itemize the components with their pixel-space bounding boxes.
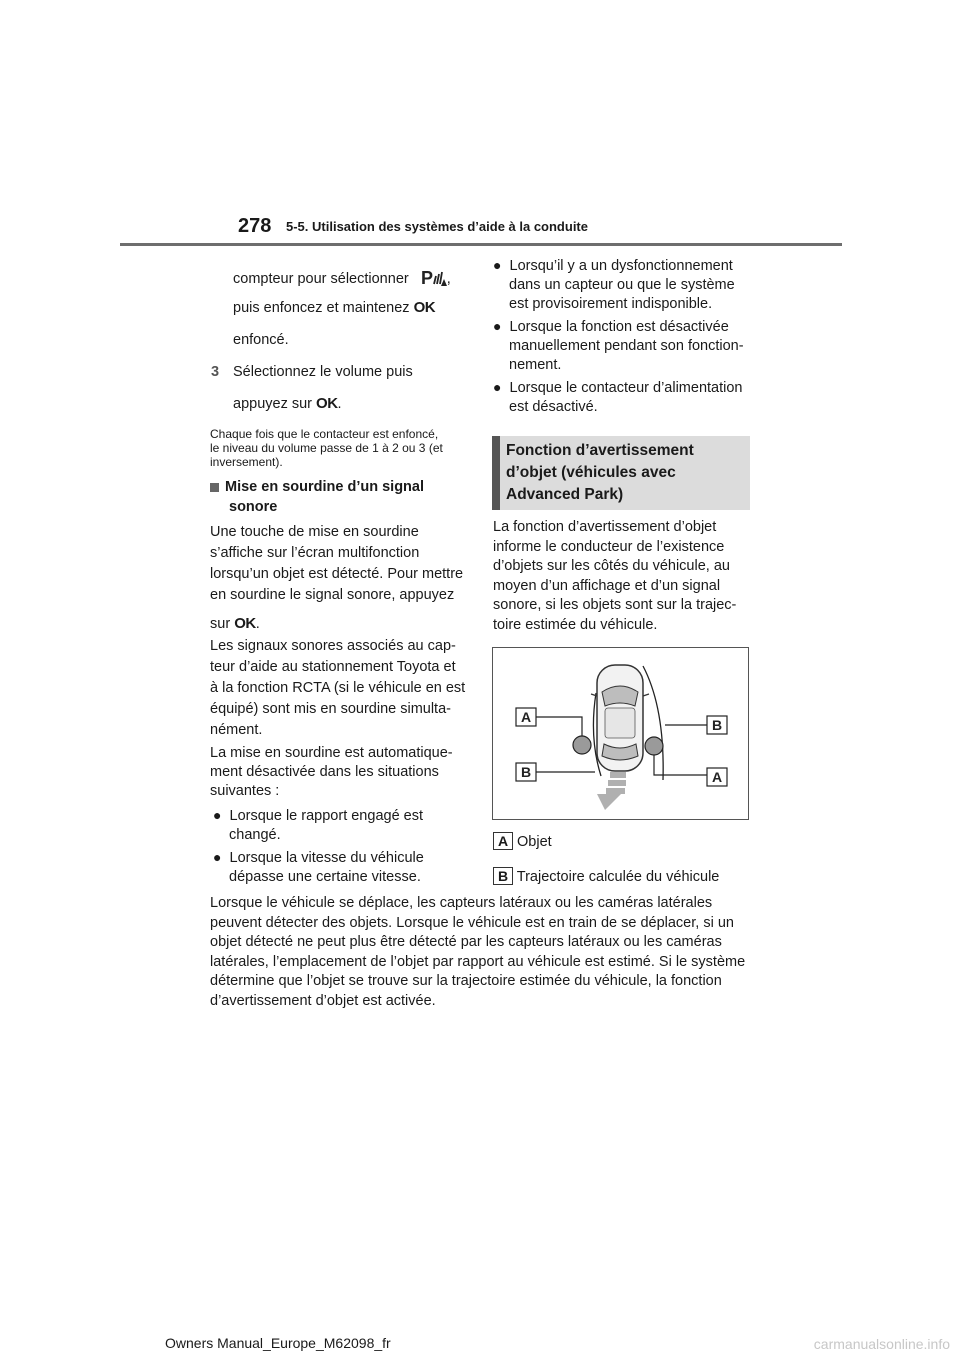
svg-text:P: P <box>420 268 433 288</box>
mute-heading-line2: sonore <box>229 499 278 515</box>
paragraph-line: en sourdine le signal sonore, appuyez <box>210 587 455 603</box>
paragraph-line: objet détecté ne peut plus être détecté par les capteurs latéraux ou les caméras <box>210 934 722 950</box>
label-b-text: B <box>520 764 532 780</box>
mute-heading <box>210 477 424 517</box>
volume-note <box>210 427 443 469</box>
paragraph-line: Une touche de mise en sourdine <box>210 524 419 540</box>
ok-button-glyph: OK <box>413 299 436 316</box>
legend-key-a: A <box>493 832 513 850</box>
paragraph-line: ment désactivée dans les situations <box>210 764 439 780</box>
step2-line2-text: puis enfoncez et maintenez <box>233 300 410 316</box>
step3-dot: . <box>337 396 342 412</box>
section-heading-line: Fonction d’avertissement <box>506 442 694 459</box>
object-circle-left <box>573 736 591 754</box>
section-heading-line: Advanced Park) <box>506 486 624 503</box>
step2-line2 <box>233 298 435 318</box>
label-b-text: B <box>711 717 723 733</box>
object-warning-intro <box>493 518 736 635</box>
footer-doc-id: Owners Manual_Europe_M62098_fr <box>165 1335 391 1351</box>
step3-number: 3 <box>211 364 220 380</box>
bullet-text: manuellement pendant son fonction- <box>509 338 744 354</box>
mute-dot: . <box>255 616 260 632</box>
paragraph-line: teur d’aide au stationnement Toyota et <box>210 659 456 675</box>
step3-line2-text: appuyez sur <box>233 396 312 412</box>
legend-item-a <box>493 832 552 852</box>
step2-line1 <box>233 266 451 294</box>
label-a-text: A <box>711 769 723 785</box>
paragraph-line: s’affiche sur l’écran multifonction <box>210 545 420 561</box>
paragraph-line: d’objets sur les côtés du véhicule, au <box>493 558 730 574</box>
trajectory-line-right <box>643 666 663 780</box>
page-number: 278 <box>238 215 272 237</box>
paragraph-line: nément. <box>210 722 263 738</box>
bullet-text: Lorsque le rapport engagé est <box>229 808 424 824</box>
mute-paragraph-3 <box>210 744 453 801</box>
note-line: le niveau du volume passe de 1 à 2 ou 3 (et <box>210 441 443 455</box>
watermark: carmanualsonline.info <box>813 1336 950 1352</box>
bullet-text: dépasse une certaine vitesse. <box>229 869 421 885</box>
bullet-dot-icon: ● <box>493 379 502 395</box>
mute-paragraph-1 <box>210 522 463 606</box>
reverse-direction-arrow-icon <box>597 772 626 810</box>
mute-heading-line1: Mise en sourdine d’un signal <box>225 479 424 495</box>
section-heading-bar <box>492 436 500 510</box>
bullet-dot-icon: ● <box>493 257 502 273</box>
paragraph-line: informe le conducteur de l’existence <box>493 538 725 555</box>
right-bullet-item <box>493 256 735 314</box>
bullet-text: est désactivé. <box>509 399 598 415</box>
figure-label-b-left <box>516 763 536 781</box>
step2-line3: enfoncé. <box>233 332 289 348</box>
bullet-text: changé. <box>229 827 281 843</box>
paragraph-line: d’avertissement d’objet est activée. <box>210 992 436 1009</box>
figure-label-a-right <box>707 768 727 786</box>
paragraph-line: détermine que l’objet se trouve sur la trajectoire estimée du véhicule, la fonction <box>210 973 722 989</box>
bullet-text: dans un capteur ou que le système <box>509 277 735 293</box>
legend-item-b <box>493 867 719 887</box>
section-title: 5-5. Utilisation des systèmes d’aide à la conduite <box>286 219 588 234</box>
leader-line-a-left <box>536 717 582 736</box>
mute-paragraph-1-end <box>210 614 260 634</box>
paragraph-line: suivantes : <box>210 783 280 799</box>
paragraph-line: latérales, l’emplacement de l’objet par rapport au véhicule est estimé. Si le système <box>210 953 746 970</box>
bullet-text: est provisoirement indisponible. <box>509 296 713 312</box>
bullet-dot-icon: ● <box>213 849 222 865</box>
leader-line-a-right <box>654 755 707 775</box>
bullet-text: Lorsque la fonction est désactivée <box>509 319 729 335</box>
bullet-dot-icon: ● <box>493 318 502 334</box>
object-warning-figure <box>492 647 749 820</box>
paragraph-line: équipé) sont mis en sourdine simulta- <box>210 701 451 717</box>
right-bullet-item <box>493 317 744 375</box>
note-line: Chaque fois que le contacteur est enfoncé, <box>210 427 439 441</box>
step3-line1: Sélectionnez le volume puis <box>233 364 413 380</box>
object-circle-right <box>645 737 663 755</box>
detection-paragraph <box>210 894 745 1011</box>
legend-key-b: B <box>493 867 513 885</box>
paragraph-line: Lorsque le véhicule se déplace, les capteurs latéraux ou les caméras latérales <box>210 895 713 911</box>
paragraph-line: toire estimée du véhicule. <box>493 616 658 633</box>
mute-paragraph-2 <box>210 636 465 741</box>
paragraph-line: sonore, si les objets sont sur la trajec- <box>493 597 737 613</box>
label-a-text: A <box>520 709 532 725</box>
paragraph-line: La fonction d’avertissement d’objet <box>493 519 717 535</box>
bullet-text: nement. <box>509 357 562 373</box>
step2-line1-text: compteur pour sélectionner <box>233 271 409 287</box>
square-bullet-icon <box>210 483 219 492</box>
paragraph-line: La mise en sourdine est automatique- <box>210 745 453 761</box>
bullet-text: Lorsque la vitesse du véhicule <box>229 850 424 866</box>
bullet-text: Lorsqu’il y a un dysfonctionnement <box>509 258 733 274</box>
left-bullet-item <box>213 806 423 845</box>
paragraph-line: peuvent détecter des objets. Lorsque le véhicule est en train de se déplacer, si un <box>210 914 734 931</box>
figure-label-a-left <box>516 708 536 726</box>
paragraph-line: moyen d’un affichage et d’un signal <box>493 577 721 594</box>
note-line: inversement). <box>210 455 283 469</box>
sur-text: sur <box>210 616 231 632</box>
header-divider <box>120 243 842 246</box>
ok-button-glyph: OK <box>234 615 256 632</box>
step3-line2 <box>233 394 342 414</box>
right-bullet-item <box>493 378 742 417</box>
legend-text-b: Trajectoire calculée du véhicule <box>516 869 720 885</box>
section-heading-line: d’objet (véhicules avec <box>506 464 676 481</box>
section-heading <box>506 440 694 506</box>
car-icon <box>591 665 649 771</box>
ok-button-glyph: OK <box>316 395 338 412</box>
paragraph-line: à la fonction RCTA (si le véhicule en est <box>210 680 466 696</box>
bullet-dot-icon: ● <box>213 807 222 823</box>
figure-label-b-right <box>707 716 727 734</box>
paragraph-line: lorsqu’un objet est détecté. Pour mettre <box>210 566 464 582</box>
left-bullet-item <box>213 848 424 887</box>
paragraph-line: Les signaux sonores associés au cap- <box>210 638 456 654</box>
step2-comma: , <box>446 271 451 287</box>
vehicle-diagram <box>493 648 748 819</box>
bullet-text: Lorsque le contacteur d’alimentation <box>509 380 743 396</box>
parking-sensor-icon <box>421 266 447 294</box>
legend-text-a: Objet <box>517 834 552 850</box>
